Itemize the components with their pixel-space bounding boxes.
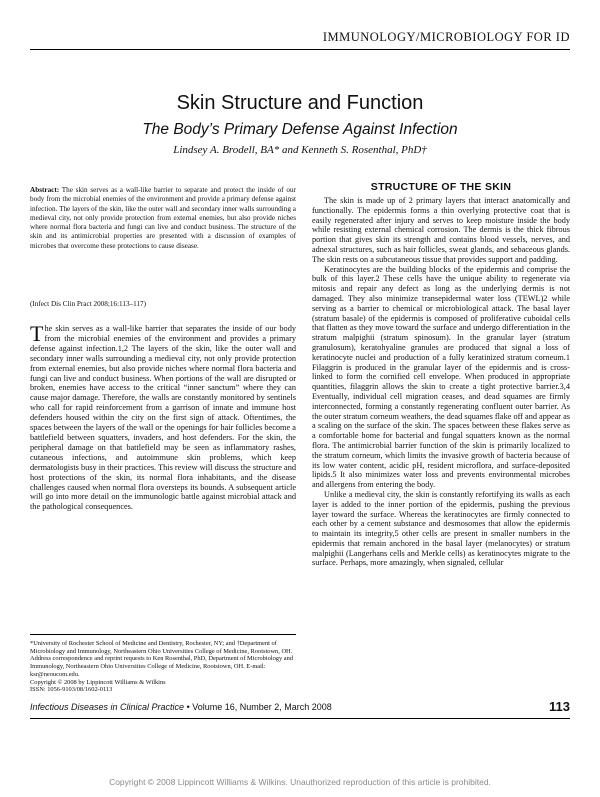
intro-paragraph	[30, 321, 296, 512]
copyright-notice: Copyright © 2008 Lippincott Williams & Wilkins. Unauthorized reproduction of this article is prohibited.	[109, 777, 491, 787]
body-paragraph: Keratinocytes are the building blocks of the epidermis and comprise the bulk of this layer.2 These cells have the unique ability to regenerate via mitosis and repair any defect as long as the underlying dermis is not damaged. They also minimize transepidermal water loss (TEWL)2 while serving as a barrier to chemical or microbiological attack. The basal layer (stratum basale) of the epidermis is composed of proliferative cuboidal cells that flatten as they move toward the surface and undergo differentiation in the stratum malpighii (stratum spinosum). In the granular layer (stratum granulosum), keratohyaline granules are produced that signal a loss of keratinocyte nuclei and production of a fully keratinized stratum corneum.1 Filaggrin is produced in the granular layer of the epidermis and is cross-linked to form the cornified cell envelope. When produced in appropriate quantities, filaggrin allows the skin to create a tight protective barrier.3,4 Eventually, individual cell migration ceases, and dead squames are firmly interconnected, forming a constantly regenerating confluent outer barrier. As the outer stratum corneum weathers, the dead squames flake off and appear as a scaling on the surface of the skin. The spaces between these flakes serve as a comfortable home for bacterial and fungal squatters known as the normal flora. The antimicrobial barrier function of the skin is primarily localized to the stratum corneum, which limits the invasive growth of bacteria because of its low water content, acidic pH, resident microflora, and surface-deposited lipids.5 It also minimizes water loss and prevents environmental microbes and allergens from entering the body.	[312, 264, 570, 490]
footnote-issn: ISSN: 1056-9103/08/1602-0113	[30, 686, 113, 694]
article-title: Skin Structure and Function	[176, 92, 424, 114]
intro-text: he skin serves as a wall-like barrier that separates the inside of our body from the microbial enemies of the environment and provides a primary defense against infection.1,2 The layers of the skin, like the outer wall and secondary inner walls surrounding a medieval city, not only provide protection from external enemies, but also provide niches where normal flora bacteria and fungi can live and conduct business. When portions of the wall are disrupted or broken, enemies have access to the critical “inner sanctum” where they can cause major damage. Therefore, the walls are constantly monitored by sentinels who call for rapid reinforcement from a garrison of innate and immune host defenders housed within the city on the first sign of attack. Oftentimes, the spaces between the layers of the wall or the openings for hair follicles become a battlefield between squatters, invaders, and host defenders. For the skin, the peripheral damage on that battlefield may be seen as inflammatory rashes, cutaneous infections, and autoimmune skin problems, which keep dermatologists busy in their practices. This review will discuss the structure and host protections of the skin, its normal flora inhabitants, and the disease challenges caused when normal flora oversteps its bounds. A subsequent article will go into more detail on the immunologic battle against microbial attack and the pathological consequences.	[30, 324, 296, 512]
footnote-rule	[30, 634, 296, 635]
abstract-text: The skin serves as a wall-like barrier to separate and protect the inside of our body from the microbial enemies of the environment and provide a primary defense against infection. The layers of the skin, like the outer wall and secondary inner walls surrounding a medieval city, not only provide protection from external enemies, but also provide niches where normal flora bacteria and fungi can live and conduct business. The structure of the skin and its antimicrobial properties are presented with a discussion of examples of microbes that overcome these protections to cause disease.	[30, 186, 296, 250]
footnote-correspondence: Address correspondence and reprint requests to Ken Rosenthal, PhD, Department of Microbiology and Immunology, Northeastern Ohio Universities College of Medicine, Rootstown, OH. E-mail: ksr@neoucom.edu.	[30, 655, 294, 678]
footer-journal	[30, 702, 332, 712]
footnotes	[30, 640, 296, 694]
footnote-affiliations: *University of Rochester School of Medicine and Dentistry, Rochester, NY; and †Department of Microbiology and Immunology, Northeastern Ohio Universities College of Medicine, Rootstown, OH.	[30, 640, 293, 655]
header-rule	[30, 49, 570, 50]
journal-name: Infectious Diseases in Clinical Practice	[30, 702, 185, 712]
body-paragraph: Unlike a medieval city, the skin is constantly refortifying its walls as each layer is added to the inner portion of the epidermis, pushing the previous layer toward the surface. Whereas the keratinocytes are firmly connected to each other by a cement substance and desmosomes that allow the epidermis to maintain its integrity,5 other cells are present in smaller numbers in the epidermis that remain anchored in the basal layer (melanocytes) or stratum malpighii (Langerhans cells and Merkle cells) as keratinocytes migrate to the surface. Perhaps, more amazingly, when signaled, cellular	[312, 489, 570, 568]
journal-issue: • Volume 16, Number 2, March 2008	[184, 702, 332, 712]
article-subtitle: The Body’s Primary Defense Against Infection	[142, 121, 458, 138]
section-heading: STRUCTURE OF THE SKIN	[370, 181, 512, 193]
section-body	[312, 196, 570, 568]
footer-rule	[30, 718, 570, 719]
page-number: 113	[549, 699, 570, 714]
abstract	[30, 186, 296, 251]
citation: (Infect Dis Clin Pract 2008;16:113–117)	[30, 300, 147, 308]
article-authors: Lindsey A. Brodell, BA* and Kenneth S. Rosenthal, PhD†	[173, 144, 427, 156]
drop-cap: T	[30, 321, 44, 346]
running-head: IMMUNOLOGY/MICROBIOLOGY FOR ID	[322, 30, 570, 44]
abstract-label: Abstract:	[30, 186, 60, 194]
footnote-copyright: Copyright © 2008 by Lippincott Williams & Wilkins	[30, 678, 166, 686]
body-paragraph: The skin is made up of 2 primary layers that interact anatomically and functionally. The epidermis forms a thin overlying protective coat that is easily regenerated after injury and serves to keep moisture inside the body while resisting external chemical corrosion. The dermis is the thick fibrous portion that gives skin its strength and contains blood vessels, nerves, and adnexal structures, such as hair follicles, sweat glands, and sebaceous glands. The skin rests on a subcutaneous tissue that provides support and padding.	[312, 196, 570, 264]
